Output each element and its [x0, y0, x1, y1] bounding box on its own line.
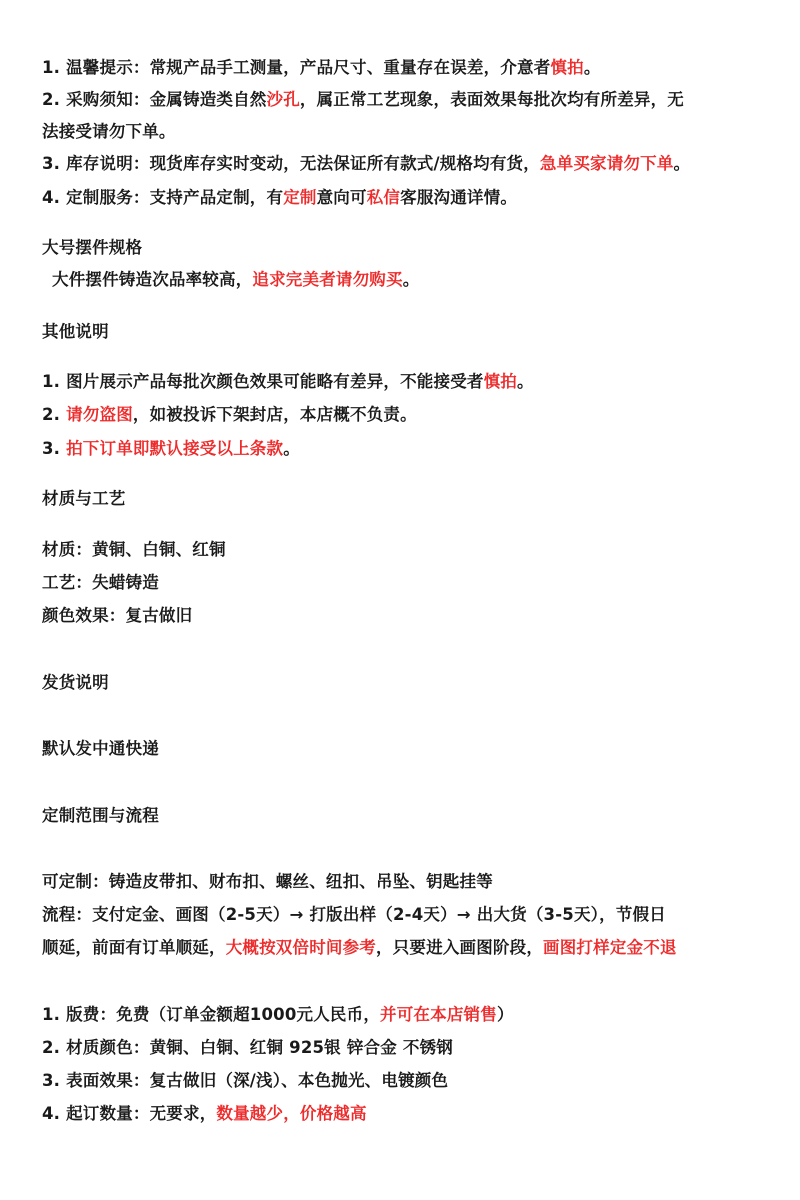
section-heading-custom: 定制范围与流程	[42, 806, 159, 825]
notice-line-1	[42, 56, 601, 80]
custom-line-3	[42, 936, 677, 960]
other-line-2	[42, 403, 417, 427]
notice-text: 顺延，前面有订单顺延，	[42, 938, 226, 957]
section-heading-other: 其他说明	[42, 322, 109, 341]
notice-text: ）	[496, 1005, 514, 1024]
notice-text: 。	[583, 58, 601, 77]
notice-text: 2.	[42, 405, 67, 424]
notice-line-3	[42, 152, 690, 176]
other-line-1	[42, 370, 534, 394]
custom-point-2: 2. 材质颜色：黄铜、白铜、红铜 925银 锌合金 不锈钢	[42, 1038, 453, 1057]
notice-text: ，如被投诉下架封店，本店概不负责。	[132, 405, 417, 424]
notice-text: ，属正常工艺现象，表面效果每批次均有所差异，无	[299, 90, 685, 109]
highlight-text: 拍下订单即默认接受以上条款	[66, 439, 284, 458]
highlight-text: 慎拍	[550, 58, 584, 77]
other-line-3	[42, 437, 300, 461]
highlight-text: 沙孔	[266, 90, 300, 109]
notice-text: 3. 库存说明：现货库存实时变动，无法保证所有款式/规格均有货，	[42, 154, 540, 173]
notice-text: 。	[517, 372, 534, 391]
highlight-text: 私信	[366, 188, 401, 207]
notice-text: 客服沟通详情。	[400, 188, 518, 207]
section-heading-large: 大号摆件规格	[42, 238, 143, 257]
material-line-1: 材质：黄铜、白铜、红铜	[42, 540, 226, 559]
notice-text: 。	[673, 154, 691, 173]
material-line-2: 工艺：失蜡铸造	[42, 573, 159, 592]
notice-text: 。	[402, 270, 420, 289]
notice-text: 4. 定制服务：支持产品定制，有	[42, 188, 284, 207]
highlight-text: 画图打样定金不退	[543, 938, 677, 957]
highlight-text: 请勿盗图	[66, 405, 133, 424]
notice-text: 1. 版费：免费（订单金额超1000元人民币，	[42, 1005, 381, 1024]
notice-text: 大件摆件铸造次品率较高，	[52, 270, 253, 289]
notice-text: 3.	[42, 439, 67, 458]
notice-text: ，只要进入画图阶段，	[376, 938, 544, 957]
section-heading-shipping: 发货说明	[42, 673, 109, 692]
highlight-text: 定制	[283, 188, 317, 207]
shipping-text: 默认发中通快递	[42, 739, 159, 758]
custom-line-2: 流程：支付定金、画图（2-5天）→ 打版出样（2-4天）→ 出大货（3-5天），节假日	[42, 905, 666, 924]
custom-line-1: 可定制：铸造皮带扣、财布扣、螺丝、纽扣、吊坠、钥匙挂等	[42, 872, 493, 891]
notice-text: 。	[283, 439, 300, 458]
custom-point-3: 3. 表面效果：复古做旧（深/浅）、本色抛光、电镀颜色	[42, 1071, 449, 1090]
large-item-note	[52, 268, 419, 292]
notice-text: 1. 温馨提示：常规产品手工测量，产品尺寸、重量存在误差，介意者	[42, 58, 551, 77]
highlight-text: 并可在本店销售	[380, 1005, 497, 1024]
highlight-text: 大概按双倍时间参考	[225, 938, 377, 957]
material-line-3: 颜色效果：复古做旧	[42, 606, 193, 625]
highlight-text: 数量越少，价格越高	[216, 1104, 367, 1123]
notice-text: 1. 图片展示产品每批次颜色效果可能略有差异，不能接受者	[42, 372, 484, 391]
notice-line-2	[42, 88, 684, 112]
notice-text: 意向可	[316, 188, 367, 207]
custom-point-1	[42, 1003, 514, 1027]
section-heading-material: 材质与工艺	[42, 489, 126, 508]
notice-line-2-cont: 法接受请勿下单。	[42, 122, 176, 141]
notice-text: 4. 起订数量：无要求，	[42, 1104, 217, 1123]
notice-text: 2. 采购须知：金属铸造类自然	[42, 90, 267, 109]
highlight-text: 追求完美者请勿购买	[252, 270, 403, 289]
custom-point-4	[42, 1102, 367, 1126]
highlight-text: 急单买家请勿下单	[539, 154, 674, 173]
highlight-text: 慎拍	[483, 372, 517, 391]
notice-line-4	[42, 186, 517, 210]
